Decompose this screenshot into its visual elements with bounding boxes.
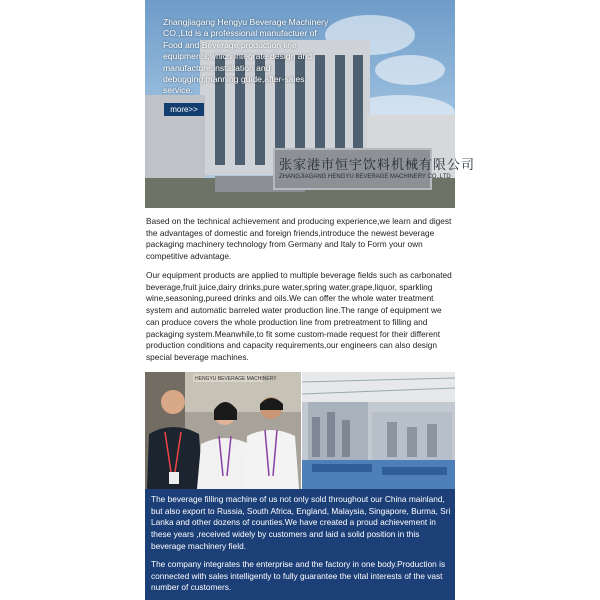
sign-chinese-text: 张家港市恒宇饮料机械有限公司 [279, 158, 476, 173]
factory-photo-illustration [302, 372, 455, 489]
photo-strip [145, 372, 455, 489]
booth-sign-text: HENGYU BEVERAGE MACHINERY [195, 376, 277, 382]
export-paragraph: The beverage filling machine of us not only sold throughout our China mainland, but also export to Russia, South Africa, England, Malaysia, Singapore, Burma, Sri Lanka and other dozens of counties.We have created a proud achievement in these years ,received widely by customers and laid a solid position in this beverage machinery field. [151, 494, 451, 551]
company-building-photo [145, 0, 476, 208]
team-photo [145, 372, 301, 489]
export-info-box [145, 489, 455, 600]
intro-paragraph-technology: Based on the technical achievement and producing experience,we learn and digest the advantages of domestic and foreign friends,introduce the newest beverage packaging machinery technology from Germany and Italy to Form your own competitive advantage. [146, 216, 452, 262]
company-intro-text: Zhangjiagang Hengyu Beverage Machinery CO.,Ltd is a professional manufactuer of Food and Beverage production line equipments,which integrate design and manufacture,installation and debugging,manning guide,after-sales service. [163, 17, 329, 96]
factory-photo [302, 372, 455, 489]
more-button[interactable]: more>> [164, 103, 204, 116]
sign-english-text: ZHANGJIAGANG HENGYU BEVERAGE MACHINERY CO.,LTD [279, 174, 451, 180]
content-column [145, 0, 476, 600]
enterprise-paragraph: The company integrates the enterprise and the factory in one body.Production is connected with sales intelligently to fully guarantee the vital interests of the vast number of customers. [151, 559, 446, 593]
intro-paragraph-products: Our equipment products are applied to multiple beverage fields such as carbonated beverage,fruit juice,dairy drinks,pure water,spring water,grape,liquor, sparkling wine,seasoning,pureed drinks and oils.We can offer the whole water treatment system and automatic barreled water production line.The range of equipment we can produce covers the whole production line from pretreatment to filling and packaging system.Meanwhile,to fit some custom-made request for their different production conditions and capacity requirements,our engineers can also design special beverage machines. [146, 270, 452, 362]
company-sign [273, 148, 476, 190]
team-photo-illustration [145, 372, 301, 489]
